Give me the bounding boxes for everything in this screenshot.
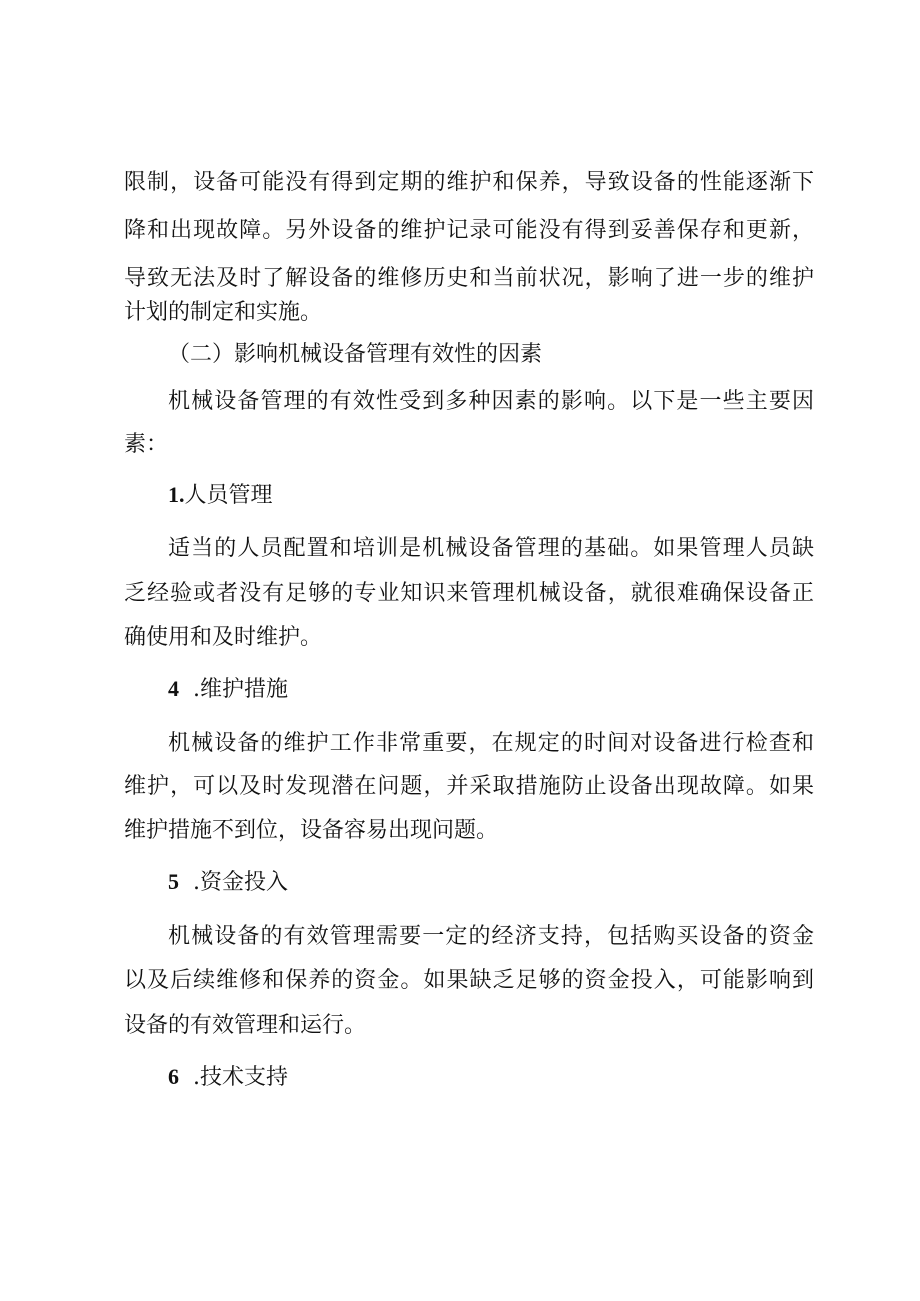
subheading-number: 1.: [168, 482, 185, 507]
paragraph-line: 机械设备的维护工作非常重要，在规定的时间对设备进行检查和: [168, 731, 814, 756]
subheading-number: 5: [168, 869, 179, 894]
subheading-title: 人员管理: [184, 483, 273, 508]
paragraph-line: 导致无法及时了解设备的维修历史和当前状况，影响了进一步的维护: [124, 266, 814, 291]
paragraph-line: 维护措施不到位，设备容易出现问题。: [124, 818, 499, 843]
paragraph-line: 适当的人员配置和培训是机械设备管理的基础。如果管理人员缺: [168, 536, 814, 561]
paragraph-line: 设备的有效管理和运行。: [124, 1013, 367, 1038]
paragraph-line: 以及后续维修和保养的资金。如果缺乏足够的资金投入，可能影响到: [124, 968, 814, 993]
paragraph-line: 限制，设备可能没有得到定期的维护和保养，导致设备的性能逐渐下: [124, 170, 814, 195]
paragraph-line: 维护，可以及时发现潜在问题，并采取措施防止设备出现故障。如果: [124, 774, 814, 799]
paragraph-line: 确使用和及时维护。: [124, 625, 323, 650]
paragraph-line: 素：: [124, 432, 169, 457]
subheading-maintenance: [168, 674, 288, 705]
paragraph-line: 计划的制定和实施。: [124, 300, 323, 325]
subheading-title: .技术支持: [193, 1065, 288, 1090]
paragraph-line: 降和出现故障。另外设备的维护记录可能没有得到妥善保存和更新，: [124, 218, 814, 243]
paragraph-line: 机械设备的有效管理需要一定的经济支持，包括购买设备的资金: [168, 924, 814, 949]
subheading-personnel: [168, 480, 273, 511]
subheading-number: 4: [168, 676, 179, 701]
subheading-number: 6: [168, 1064, 179, 1089]
section-heading: （二）影响机械设备管理有效性的因素: [168, 342, 543, 367]
subheading-tech-support: [168, 1062, 288, 1093]
paragraph-line: 乏经验或者没有足够的专业知识来管理机械设备，就很难确保设备正: [124, 581, 814, 606]
paragraph-line: 机械设备管理的有效性受到多种因素的影响。以下是一些主要因: [168, 389, 814, 414]
subheading-funding: [168, 867, 288, 898]
subheading-title: .资金投入: [193, 870, 288, 895]
subheading-title: .维护措施: [193, 677, 288, 702]
